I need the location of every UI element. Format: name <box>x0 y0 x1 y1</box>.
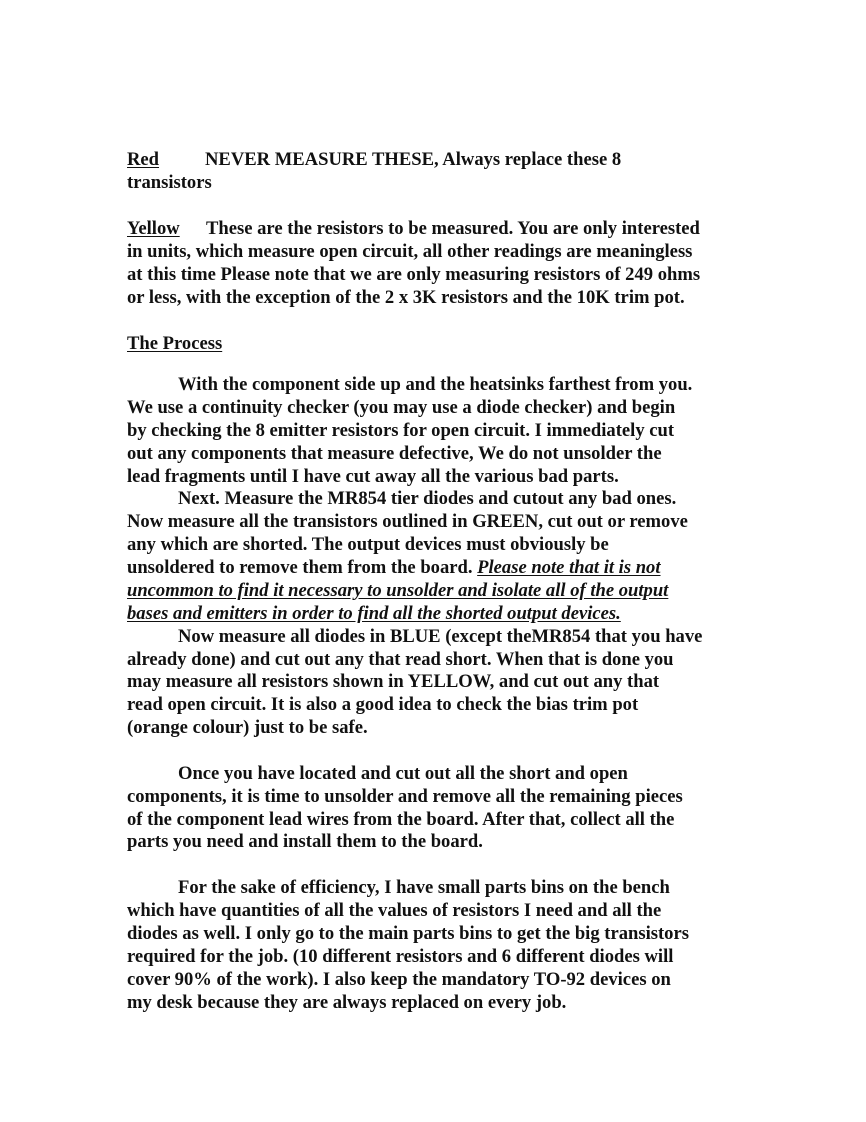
p4-line: Once you have located and cut out all the short and open <box>178 763 628 784</box>
p5-line: For the sake of efficiency, I have small parts bins on the bench <box>178 877 670 898</box>
p3-line: already done) and cut out any that read short. When that is done you <box>127 649 674 670</box>
p3-line: may measure all resistors shown in YELLOW, and cut out any that <box>127 671 660 692</box>
p5-line: which have quantities of all the values of resistors I need and all the <box>127 900 662 921</box>
red-heading-line <box>127 148 621 171</box>
yellow-heading-line <box>127 217 700 240</box>
p1-line: out any components that measure defective, We do not unsolder the <box>127 443 662 464</box>
p2-note-start: Please note that it is not <box>477 557 661 578</box>
red-text-line1: NEVER MEASURE THESE, Always replace these 8 <box>205 149 622 170</box>
p2-line <box>127 556 661 579</box>
process-heading: The Process <box>127 333 223 354</box>
p2-line: Next. Measure the MR854 tier diodes and cutout any bad ones. <box>178 488 677 509</box>
p5-line: diodes as well. I only go to the main parts bins to get the big transistors <box>127 923 689 944</box>
red-text-line2: transistors <box>127 172 212 193</box>
p4-line: parts you need and install them to the board. <box>127 831 483 852</box>
p2-line4-plain: unsoldered to remove them from the board. <box>127 557 478 578</box>
yellow-text-line3: at this time Please note that we are only measuring resistors of 249 ohms <box>127 264 701 285</box>
p3-line: (orange colour) just to be safe. <box>127 717 368 738</box>
p3-line: read open circuit. It is also a good idea to check the bias trim pot <box>127 694 639 715</box>
red-label: Red <box>127 149 160 170</box>
p2-line: any which are shorted. The output devices must obviously be <box>127 534 609 555</box>
p5-line: required for the job. (10 different resistors and 6 different diodes will <box>127 946 674 967</box>
p1-line: lead fragments until I have cut away all the various bad parts. <box>127 466 619 487</box>
p5-line: my desk because they are always replaced on every job. <box>127 992 567 1013</box>
yellow-text-line1: These are the resistors to be measured. You are only interested <box>206 218 700 239</box>
p4-line: components, it is time to unsolder and remove all the remaining pieces <box>127 786 683 807</box>
p2-note-line: uncommon to find it necessary to unsolder and isolate all of the output <box>127 580 669 601</box>
p4-line: of the component lead wires from the board. After that, collect all the <box>127 809 675 830</box>
yellow-text-line4: or less, with the exception of the 2 x 3K resistors and the 10K trim pot. <box>127 287 685 308</box>
p1-line: by checking the 8 emitter resistors for open circuit. I immediately cut <box>127 420 675 441</box>
p1-line: We use a continuity checker (you may use a diode checker) and begin <box>127 397 676 418</box>
yellow-label: Yellow <box>127 218 180 239</box>
p2-line: Now measure all the transistors outlined in GREEN, cut out or remove <box>127 511 688 532</box>
p3-line: Now measure all diodes in BLUE (except theMR854 that you have <box>178 626 703 647</box>
p2-note-line: bases and emitters in order to find all the shorted output devices. <box>127 603 621 624</box>
p5-line: cover 90% of the work). I also keep the mandatory TO-92 devices on <box>127 969 671 990</box>
p1-line: With the component side up and the heatsinks farthest from you. <box>178 374 693 395</box>
yellow-text-line2: in units, which measure open circuit, all other readings are meaningless <box>127 241 693 262</box>
